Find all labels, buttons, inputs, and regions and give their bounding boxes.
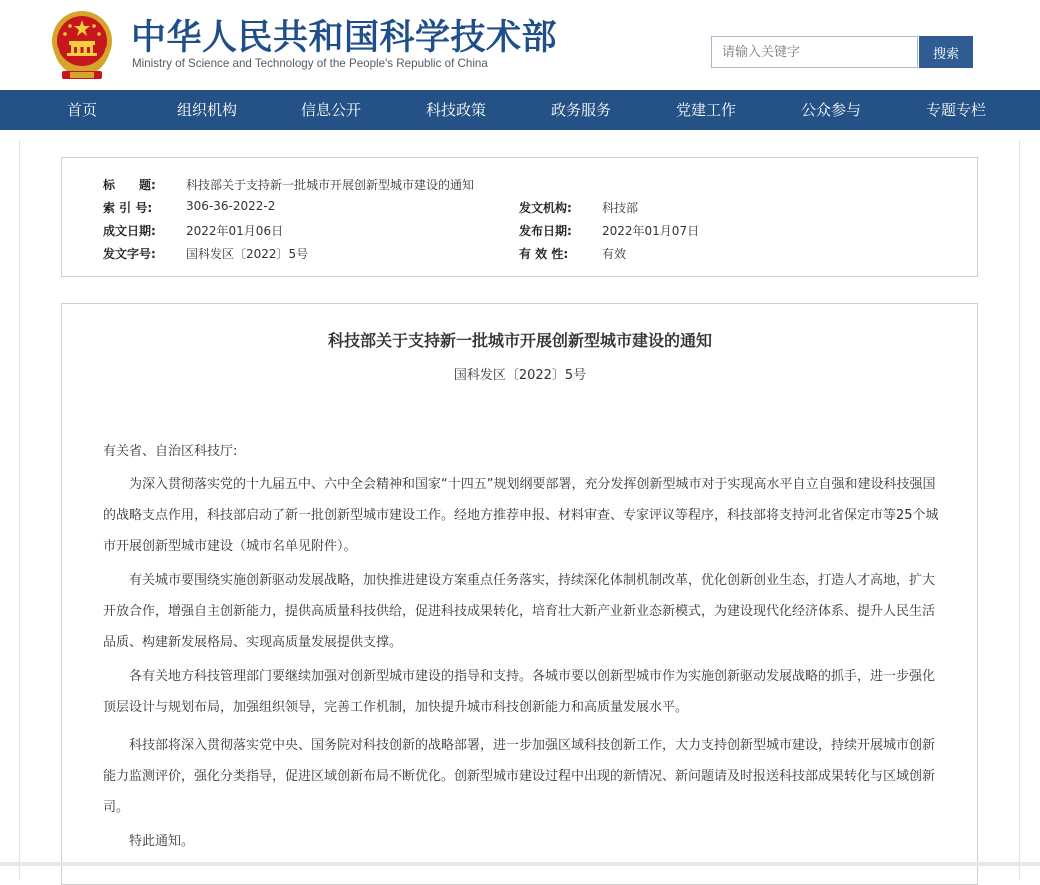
main-nav <box>0 90 1040 130</box>
meta-issuer-label: 发文机构: <box>519 201 572 215</box>
nav-item-science-policy[interactable]: 科技政策 <box>425 101 486 119</box>
article-title: 科技部关于支持新一批城市开展创新型城市建设的通知 <box>327 331 712 350</box>
horizontal-scrollbar[interactable] <box>0 862 1040 866</box>
nav-item-home[interactable]: 首页 <box>66 101 97 119</box>
meta-doc-number-label: 发文字号: <box>103 247 156 261</box>
nav-item-party-building[interactable]: 党建工作 <box>675 101 736 119</box>
meta-index-value: 306-36-2022-2 <box>186 199 276 213</box>
search-input[interactable] <box>711 36 918 68</box>
meta-publish-date-label: 发布日期: <box>519 224 572 238</box>
meta-validity-value: 有效 <box>602 247 627 261</box>
meta-written-date-value: 2022年01月06日 <box>186 224 284 238</box>
article-salutation: 有关省、自治区科技厅: <box>103 444 238 459</box>
nav-item-government-services[interactable]: 政务服务 <box>550 101 611 119</box>
search-button[interactable]: 搜索 <box>919 36 973 68</box>
meta-title-label: 标 题: <box>103 178 156 192</box>
meta-issuer-value: 科技部 <box>602 201 639 215</box>
nav-item-public-participation[interactable]: 公众参与 <box>800 101 861 119</box>
article-closing: 特此通知。 <box>129 834 195 849</box>
nav-item-special-topics[interactable]: 专题专栏 <box>925 101 986 119</box>
article-paragraph: 科技部将深入贯彻落实党中央、国务院对科技创新的战略部署，进一步加强区域科技创新工作，大力支持创新型城市建设，持续开展城市创新能力监测评价，强化分类指导，促进区域创新布局不断优化。创新型城市建设过程中出现的新情况、新问题请及时报送科技部成果转化与区域创新司。 <box>103 738 936 815</box>
meta-index-label: 索 引 号: <box>103 201 153 215</box>
meta-written-date-label: 成文日期: <box>103 224 156 238</box>
article-paragraph: 为深入贯彻落实党的十九届五中、六中全会精神和国家“十四五”规划纲要部署，充分发挥创新型城市对于实现高水平自立自强和建设科技强国的战略支点作用，科技部启动了新一批创新型城市建设工作。经地方推荐申报、材料审查、专家评议等程序，科技部将支持河北省保定市等25个城市开展创新型城市建设（城市名单见附件）。 <box>103 477 939 554</box>
meta-doc-number-value: 国科发区〔2022〕5号 <box>186 247 309 261</box>
site-header <box>0 0 1040 90</box>
meta-title-value: 科技部关于支持新一批城市开展创新型城市建设的通知 <box>186 178 475 192</box>
ministry-name-en[interactable]: Ministry of Science and Technology of the People's Republic of China <box>132 57 488 70</box>
nav-item-information-disclosure[interactable]: 信息公开 <box>300 101 361 119</box>
meta-validity-label: 有 效 性: <box>519 247 569 261</box>
meta-publish-date-value: 2022年01月07日 <box>602 224 700 238</box>
article-doc-number: 国科发区〔2022〕5号 <box>453 368 587 383</box>
national-emblem-icon[interactable] <box>48 8 116 82</box>
article-paragraph: 各有关地方科技管理部门要继续加强对创新型城市建设的指导和支持。各城市要以创新型城市作为实施创新驱动发展战略的抓手，进一步强化顶层设计与规划布局，加强组织领导，完善工作机制，加快提升城市科技创新能力和高质量发展水平。 <box>103 669 936 715</box>
ministry-name-cn[interactable]: 中华人民共和国科学技术部 <box>131 18 558 58</box>
article-paragraph: 有关城市要围绕实施创新驱动发展战略，加快推进建设方案重点任务落实，持续深化体制机制改革，优化创新创业生态，打造人才高地，扩大开放合作，增强自主创新能力，提供高质量科技供给，促进科技成果转化，培育壮大新产业新业态新模式，为建设现代化经济体系、提升人民生活品质、构建新发展格局、实现高质量发展提供支撑。 <box>103 573 936 650</box>
nav-item-organization[interactable]: 组织机构 <box>176 101 237 119</box>
